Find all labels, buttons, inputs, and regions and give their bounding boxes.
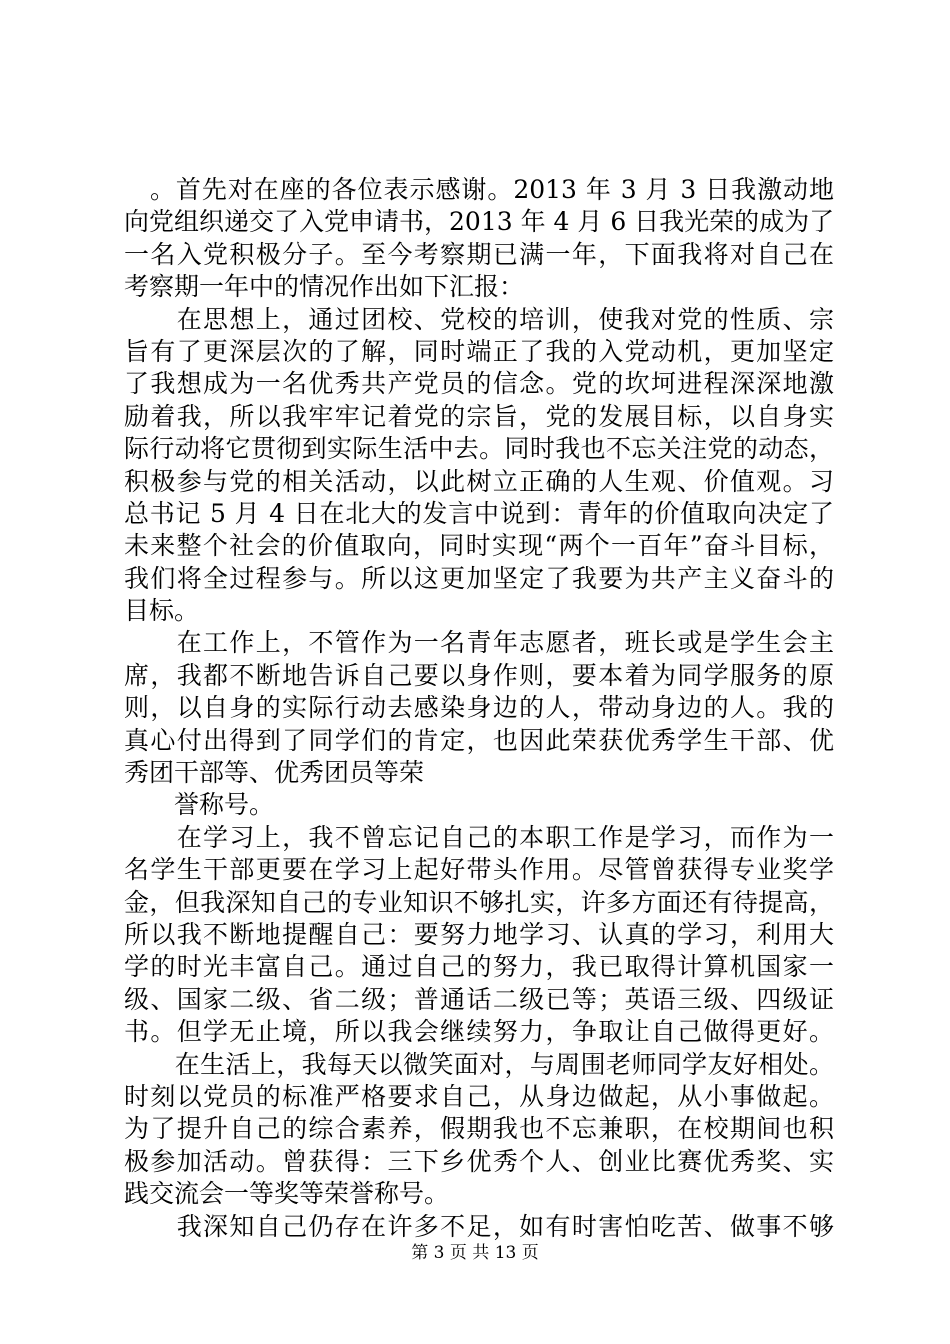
text-line: 目标。 bbox=[124, 596, 200, 626]
text-line: 所以我不断地提醒自己：要努力地学习、认真的学习，利用大 bbox=[124, 919, 834, 949]
text-line: 秀团干部等、优秀团员等荣 bbox=[124, 758, 425, 788]
text-line: 了我想成为一名优秀共产党员的信念。党的坎坷进程深深地激 bbox=[124, 369, 834, 399]
text-line: 真心付出得到了同学们的肯定，也因此荣获优秀学生干部、优 bbox=[124, 725, 834, 755]
document-body bbox=[124, 174, 834, 1243]
text-line: 在思想上，通过团校、党校的培训，使我对党的性质、宗 bbox=[124, 304, 834, 334]
text-line: 际行动将它贯彻到实际生活中去。同时我也不忘关注党的动态， bbox=[124, 434, 834, 464]
page-footer: 第 3 页 共 13 页 bbox=[411, 1243, 539, 1263]
text-line: 为了提升自己的综合素养，假期我也不忘兼职，在校期间也积 bbox=[124, 1114, 834, 1144]
text-line: 未来整个社会的价值取向，同时实现“两个一百年”奋斗目标， bbox=[124, 531, 834, 561]
text-line: 我深知自己仍存在许多不足，如有时害怕吃苦、做事不够 bbox=[124, 1211, 834, 1241]
text-line: 我们将全过程参与。所以这更加坚定了我要为共产主义奋斗的 bbox=[124, 563, 834, 593]
text-line: 学的时光丰富自己。通过自己的努力，我已取得计算机国家一 bbox=[124, 952, 834, 982]
text-line: 践交流会一等奖等荣誉称号。 bbox=[124, 1179, 450, 1209]
text-line: 时刻以党员的标准严格要求自己，从身边做起，从小事做起。 bbox=[124, 1081, 834, 1111]
text-line: 励着我，所以我牢牢记着党的宗旨，党的发展目标，以自身实 bbox=[124, 401, 834, 431]
text-line: 向党组织递交了入党申请书，2013 年 4 月 6 日我光荣的成为了 bbox=[124, 207, 835, 237]
text-line: 一名入党积极分子。至今考察期已满一年，下面我将对自己在 bbox=[124, 239, 834, 269]
text-line: 极参加活动。曾获得：三下乡优秀个人、创业比赛优秀奖、实 bbox=[124, 1146, 834, 1176]
text-line: 席，我都不断地告诉自己要以身作则，要本着为同学服务的原 bbox=[124, 660, 834, 690]
text-line: 级、国家二级、省二级；普通话二级已等；英语三级、四级证 bbox=[124, 984, 834, 1014]
text-line: 名学生干部更要在学习上起好带头作用。尽管曾获得专业奖学 bbox=[124, 855, 834, 885]
text-line: 在生活上，我每天以微笑面对，与周围老师同学友好相处。 bbox=[124, 1049, 834, 1079]
text-line: 旨有了更深层次的了解，同时端正了我的入党动机，更加坚定 bbox=[124, 336, 834, 366]
text-line: 则，以自身的实际行动去感染身边的人，带动身边的人。我的 bbox=[124, 693, 834, 723]
text-line: 总书记 5 月 4 日在北大的发言中说到：青年的价值取向决定了 bbox=[124, 498, 834, 528]
text-line: 书。但学无止境，所以我会继续努力，争取让自己做得更好。 bbox=[124, 1017, 834, 1047]
text-line: 考察期一年中的情况作出如下汇报： bbox=[124, 272, 525, 302]
text-line: 在学习上，我不曾忘记自己的本职工作是学习，而作为一 bbox=[124, 822, 834, 852]
text-line: 金，但我深知自己的专业知识不够扎实，许多方面还有待提高， bbox=[124, 887, 834, 917]
text-line: 。首先对在座的各位表示感谢。2013 年 3 月 3 日我激动地 bbox=[124, 175, 834, 204]
text-line: 誉称号。 bbox=[124, 790, 275, 820]
text-line: 在工作上，不管作为一名青年志愿者，班长或是学生会主 bbox=[124, 628, 834, 658]
text-line: 积极参与党的相关活动，以此树立正确的人生观、价值观。习 bbox=[124, 466, 834, 496]
